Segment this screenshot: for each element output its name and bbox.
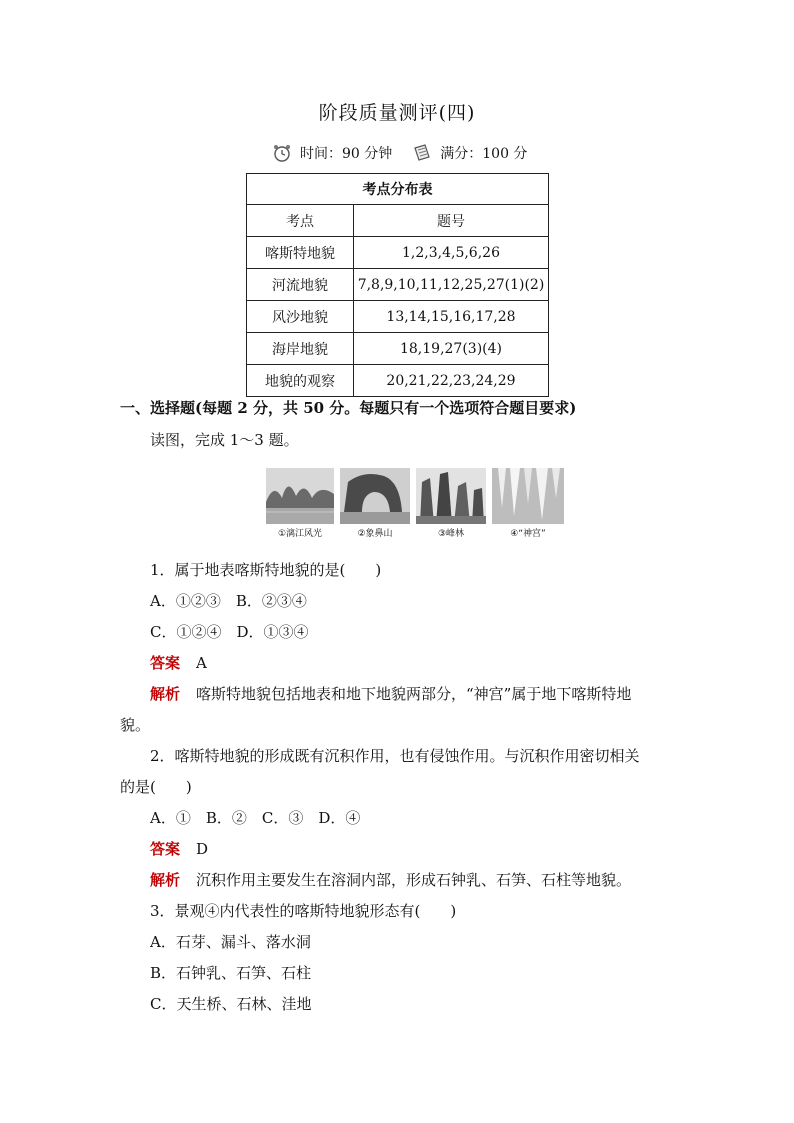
analysis-label: 解析: [150, 685, 181, 703]
table-row: [247, 237, 549, 269]
question-1-options: A．①②③ B．②③④: [150, 592, 307, 610]
topic-distribution-table: [246, 173, 549, 397]
question-1-answer: [150, 653, 710, 673]
analysis-text: 沉积作用主要发生在溶洞内部，形成石钟乳、石笋、石柱等地貌。: [196, 871, 632, 889]
topic-cell: 喀斯特地貌: [247, 237, 354, 269]
table-row: [247, 333, 549, 365]
table-header: 考点: [247, 205, 354, 237]
question-2-options: A．① B．② C．③ D．④: [150, 809, 361, 827]
section-heading: 一、选择题(每题 2 分，共 50 分。每题只有一个选项符合题目要求): [120, 399, 577, 417]
table-header: 题号: [354, 205, 549, 237]
photo-caption: ③峰林: [437, 529, 465, 539]
table-row: [247, 269, 549, 301]
alarm-clock-icon: [272, 143, 292, 163]
answer-label: 答案: [150, 840, 181, 858]
landscape-photos: [266, 468, 566, 540]
question-3-option-a: A．石芽、漏斗、落水洞: [150, 933, 311, 951]
question-numbers-cell: 1,2,3,4,5,6,26: [354, 237, 549, 269]
table-caption: 考点分布表: [247, 174, 549, 205]
paper-icon: [412, 143, 432, 163]
exam-meta: [272, 140, 572, 166]
score-label: 满分：100 分: [440, 146, 528, 162]
photo-caption: ②象鼻山: [357, 529, 393, 539]
photo-peak-forest: [416, 468, 486, 524]
question-2-stem: 2．喀斯特地貌的形成既有沉积作用，也有侵蚀作用。与沉积作用密切相关: [150, 747, 640, 765]
topic-cell: 河流地貌: [247, 269, 354, 301]
question-2-answer: [150, 839, 710, 859]
question-1-analysis: [150, 684, 710, 704]
answer-label: 答案: [150, 654, 181, 672]
topic-cell: 地貌的观察: [247, 365, 354, 397]
question-1-options: C．①②④ D．①③④: [150, 623, 309, 641]
question-1-stem: 1．属于地表喀斯特地貌的是( ): [150, 561, 382, 579]
question-3-option-c: C．天生桥、石林、洼地: [150, 995, 312, 1013]
question-2-analysis: [150, 870, 710, 890]
analysis-label: 解析: [150, 871, 181, 889]
question-numbers-cell: 13,14,15,16,17,28: [354, 301, 549, 333]
photo-cave-palace: [492, 468, 564, 524]
question-numbers-cell: 7,8,9,10,11,12,25,27(1)(2): [354, 269, 549, 301]
topic-cell: 风沙地貌: [247, 301, 354, 333]
analysis-text: 喀斯特地貌包括地表和地下地貌两部分，“神宫”属于地下喀斯特地: [196, 685, 632, 703]
question-3-option-b: B．石钟乳、石笋、石柱: [150, 964, 312, 982]
intro-text: 读图，完成 1～3 题。: [150, 431, 299, 449]
answer-value: A: [196, 654, 207, 672]
table-row: [247, 301, 549, 333]
photo-elephant-trunk-hill: [340, 468, 410, 524]
question-2-stem-cont: 的是( ): [120, 778, 192, 796]
question-numbers-cell: 18,19,27(3)(4): [354, 333, 549, 365]
photo-caption: ④“神宫”: [510, 529, 546, 539]
time-label: 时间：90 分钟: [300, 146, 393, 162]
photo-caption: ①漓江风光: [277, 529, 323, 539]
question-3-stem: 3．景观④内代表性的喀斯特地貌形态有( ): [150, 902, 457, 920]
answer-value: D: [196, 840, 209, 858]
table-row: [247, 365, 549, 397]
question-numbers-cell: 20,21,22,23,24,29: [354, 365, 549, 397]
topic-cell: 海岸地貌: [247, 333, 354, 365]
photo-lijiang: [266, 468, 334, 524]
page-title: 阶段质量测评(四): [318, 102, 476, 124]
question-1-analysis-cont: 貌。: [120, 716, 151, 734]
